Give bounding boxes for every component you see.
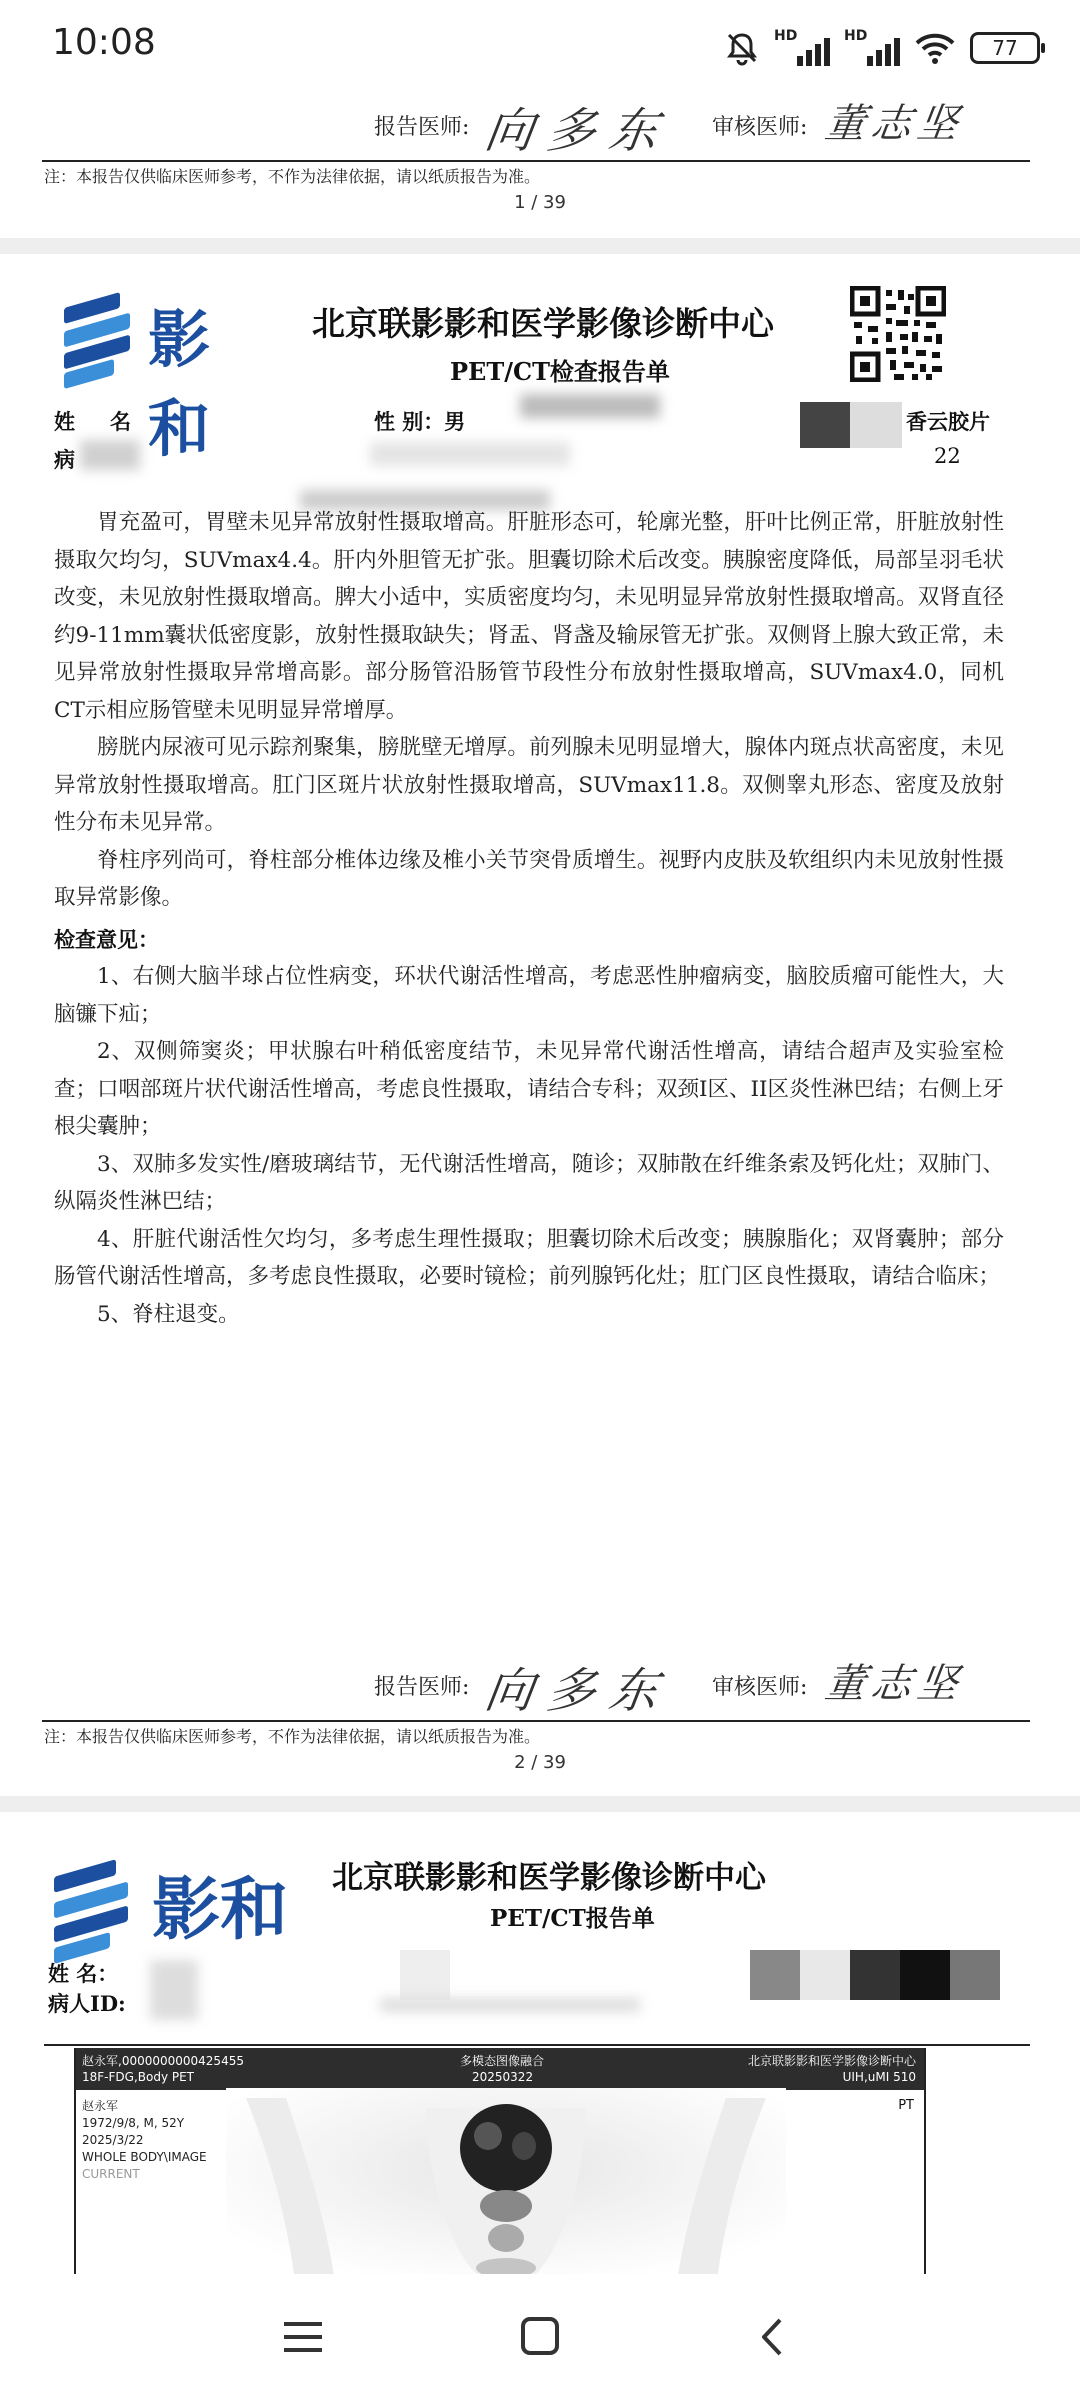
reviewer-signature: 董志坚 [822,101,967,147]
disclaimer-note: 注：本报告仅供临床医师参考，不作为法律依据，请以纸质报告为准。 [44,167,541,186]
findings-text [54,504,1004,917]
image-info-bar [76,2048,924,2090]
findings-paragraph: 脊柱序列尚可，脊柱部分椎体边缘及椎小关节突骨质增生。视野内皮肤及软组织内未见放射性摄取异常影像。 [54,847,1004,910]
bell-muted-icon [724,30,760,66]
gender-field: 性 别：男 [374,409,466,434]
report-title: PET/CT检查报告单 [450,357,670,386]
wifi-icon [914,31,956,65]
hd-label: HD [774,28,798,44]
film-label: 香云胶片 [906,409,990,434]
back-icon[interactable] [758,2316,786,2358]
report-doctor-label: 报告医师: [374,1675,470,1700]
yinghe-logo [60,282,270,465]
redaction [850,1950,900,2000]
opinion-item: 5、脊柱退变。 [97,1301,240,1327]
hospital-name: 北京联影影和医学影像诊断中心 [312,304,774,343]
image-metadata [82,2098,207,2183]
signal-icon-2 [844,28,900,68]
image-center: 北京联影影和医学影像诊断中心 [747,2054,916,2068]
meta-line: WHOLE BODY\IMAGE [82,2150,207,2164]
report-doctor-signature: 向多东 [481,103,676,159]
image-tracer: 18F-FDG,Body PET [82,2070,195,2084]
patient-label: 病 [54,447,75,472]
page-number: 1 / 39 [514,192,566,213]
report-doctor-label: 报告医师: [374,115,470,140]
name-label-2: 名 [110,409,131,434]
image-mode: 多模态图像融合 [460,2054,545,2068]
page-separator [0,238,1080,254]
name-label: 姓 [54,409,75,434]
navigation-bar [0,2274,1080,2400]
image-tag: PT [898,2098,914,2113]
patient-id-label: 病人ID: [48,1991,126,2016]
redaction [850,402,902,448]
hospital-name: 北京联影影和医学影像诊断中心 [332,1860,766,1896]
redaction [400,1950,450,2000]
redaction [750,1950,800,2000]
battery-icon [970,32,1040,64]
signal-icon [774,28,830,68]
image-date: 20250322 [472,2070,534,2084]
redaction [800,402,850,448]
opinion-item: 4、肝脏代谢活性欠均匀，多考虑生理性摄取；胆囊切除术后改变；胰腺脂化；双肾囊肿；部分肠管代谢活性增高，多考虑良性摄取，必要时镜检；前列腺钙化灶；肛门区良性摄取，请结合临床； [54,1226,1004,1289]
status-icons [724,26,1040,70]
reviewer-label: 审核医师: [712,1675,808,1700]
opinion-item: 2、双侧筛窦炎；甲状腺右叶稍低密度结节，未见异常代谢活性增高，请结合超声及实验室检查；口咽部斑片状代谢活性增高，考虑良性摄取，请结合专科；双颈I区、II区炎性淋巴结；右侧上牙根尖囊肿； [54,1039,1004,1139]
opinion-list [54,958,1004,1333]
yinghe-logo [50,1846,300,1956]
divider [44,2044,1030,2046]
redaction [380,1998,640,2012]
report-doctor-signature: 向多东 [481,1663,676,1719]
redaction [950,1950,1000,2000]
page-separator [0,1796,1080,1812]
date-fragment: 22 [934,444,961,468]
qr-code-icon [850,286,946,382]
redaction [80,440,140,470]
meta-line: CURRENT [82,2167,140,2181]
opinion-item: 1、右侧大脑半球占位性病变，环状代谢活性增高，考虑恶性肿瘤病变，脑胶质瘤可能性大，大脑镰下疝； [54,964,1004,1027]
page-number: 2 / 39 [514,1752,566,1773]
opinion-title: 检查意见： [54,927,159,952]
menu-icon[interactable] [282,2318,324,2356]
logo-text: 影和 [152,1871,289,1950]
meta-line: 2025/3/22 [82,2133,144,2147]
hd-label-2: HD [844,28,868,44]
divider [42,160,1030,162]
home-icon[interactable] [520,2316,560,2356]
opinion-item: 3、双肺多发实性/磨玻璃结节，无代谢活性增高，随诊；双肺散在纤维条索及钙化灶；双肺门、纵隔炎性淋巴结； [54,1151,1004,1214]
reviewer-label: 审核医师: [712,115,808,140]
image-scanner: UIH,uMI 510 [842,2070,916,2084]
reviewer-signature: 董志坚 [822,1661,967,1707]
findings-paragraph: 膀胱内尿液可见示踪剂聚集，膀胱壁无增厚。前列腺未见明显增大，腺体内斑点状高密度，未见异常放射性摄取增高。肛门区斑片状放射性摄取增高，SUVmax11.8。双侧睾丸形态、密度及放射性分布未见异常。 [54,735,1004,835]
pet-image-panel [74,2048,926,2278]
status-time: 10:08 [52,22,156,63]
findings-paragraph: 胃充盈可，胃壁未见异常放射性摄取增高。肝脏形态可，轮廓光整，肝叶比例正常，肝脏放射性摄取欠均匀，SUVmax4.4。肝内外胆管无扩张。胆囊切除术后改变。胰腺密度降低，局部呈羽毛状改变，未见放射性摄取增高。脾大小适中，实质密度均匀，未见明显异常放射性摄取增高。双肾直径约9-11mm囊状低密度影，放射性摄取缺失；肾盂、肾盏及输尿管无扩张。双侧肾上腺大致正常，未见异常放射性摄取异常增高影。部分肠管沿肠管节段性分布放射性摄取增高，SUVmax4.0，同机CT示相应肠管壁未见明显异常增厚。 [54,510,1004,723]
disclaimer-note: 注：本报告仅供临床医师参考，不作为法律依据，请以纸质报告为准。 [44,1727,541,1746]
redaction [900,1950,950,2000]
divider [42,1720,1030,1722]
status-bar [0,0,1080,92]
image-patient-id: 赵永军,0000000000425455 [82,2054,244,2068]
report-title: PET/CT报告单 [490,1905,655,1932]
name-label: 姓 名： [48,1961,119,1986]
logo-text: 影和 [148,303,211,465]
meta-line: 1972/9/8, M, 52Y [82,2116,185,2130]
meta-line: 赵永军 [82,2099,119,2113]
redaction [520,394,660,418]
redaction [370,442,570,466]
pet-scan-image [226,2088,786,2278]
battery-level: 77 [992,36,1018,60]
redaction [800,1950,850,2000]
redaction [150,1960,198,2020]
